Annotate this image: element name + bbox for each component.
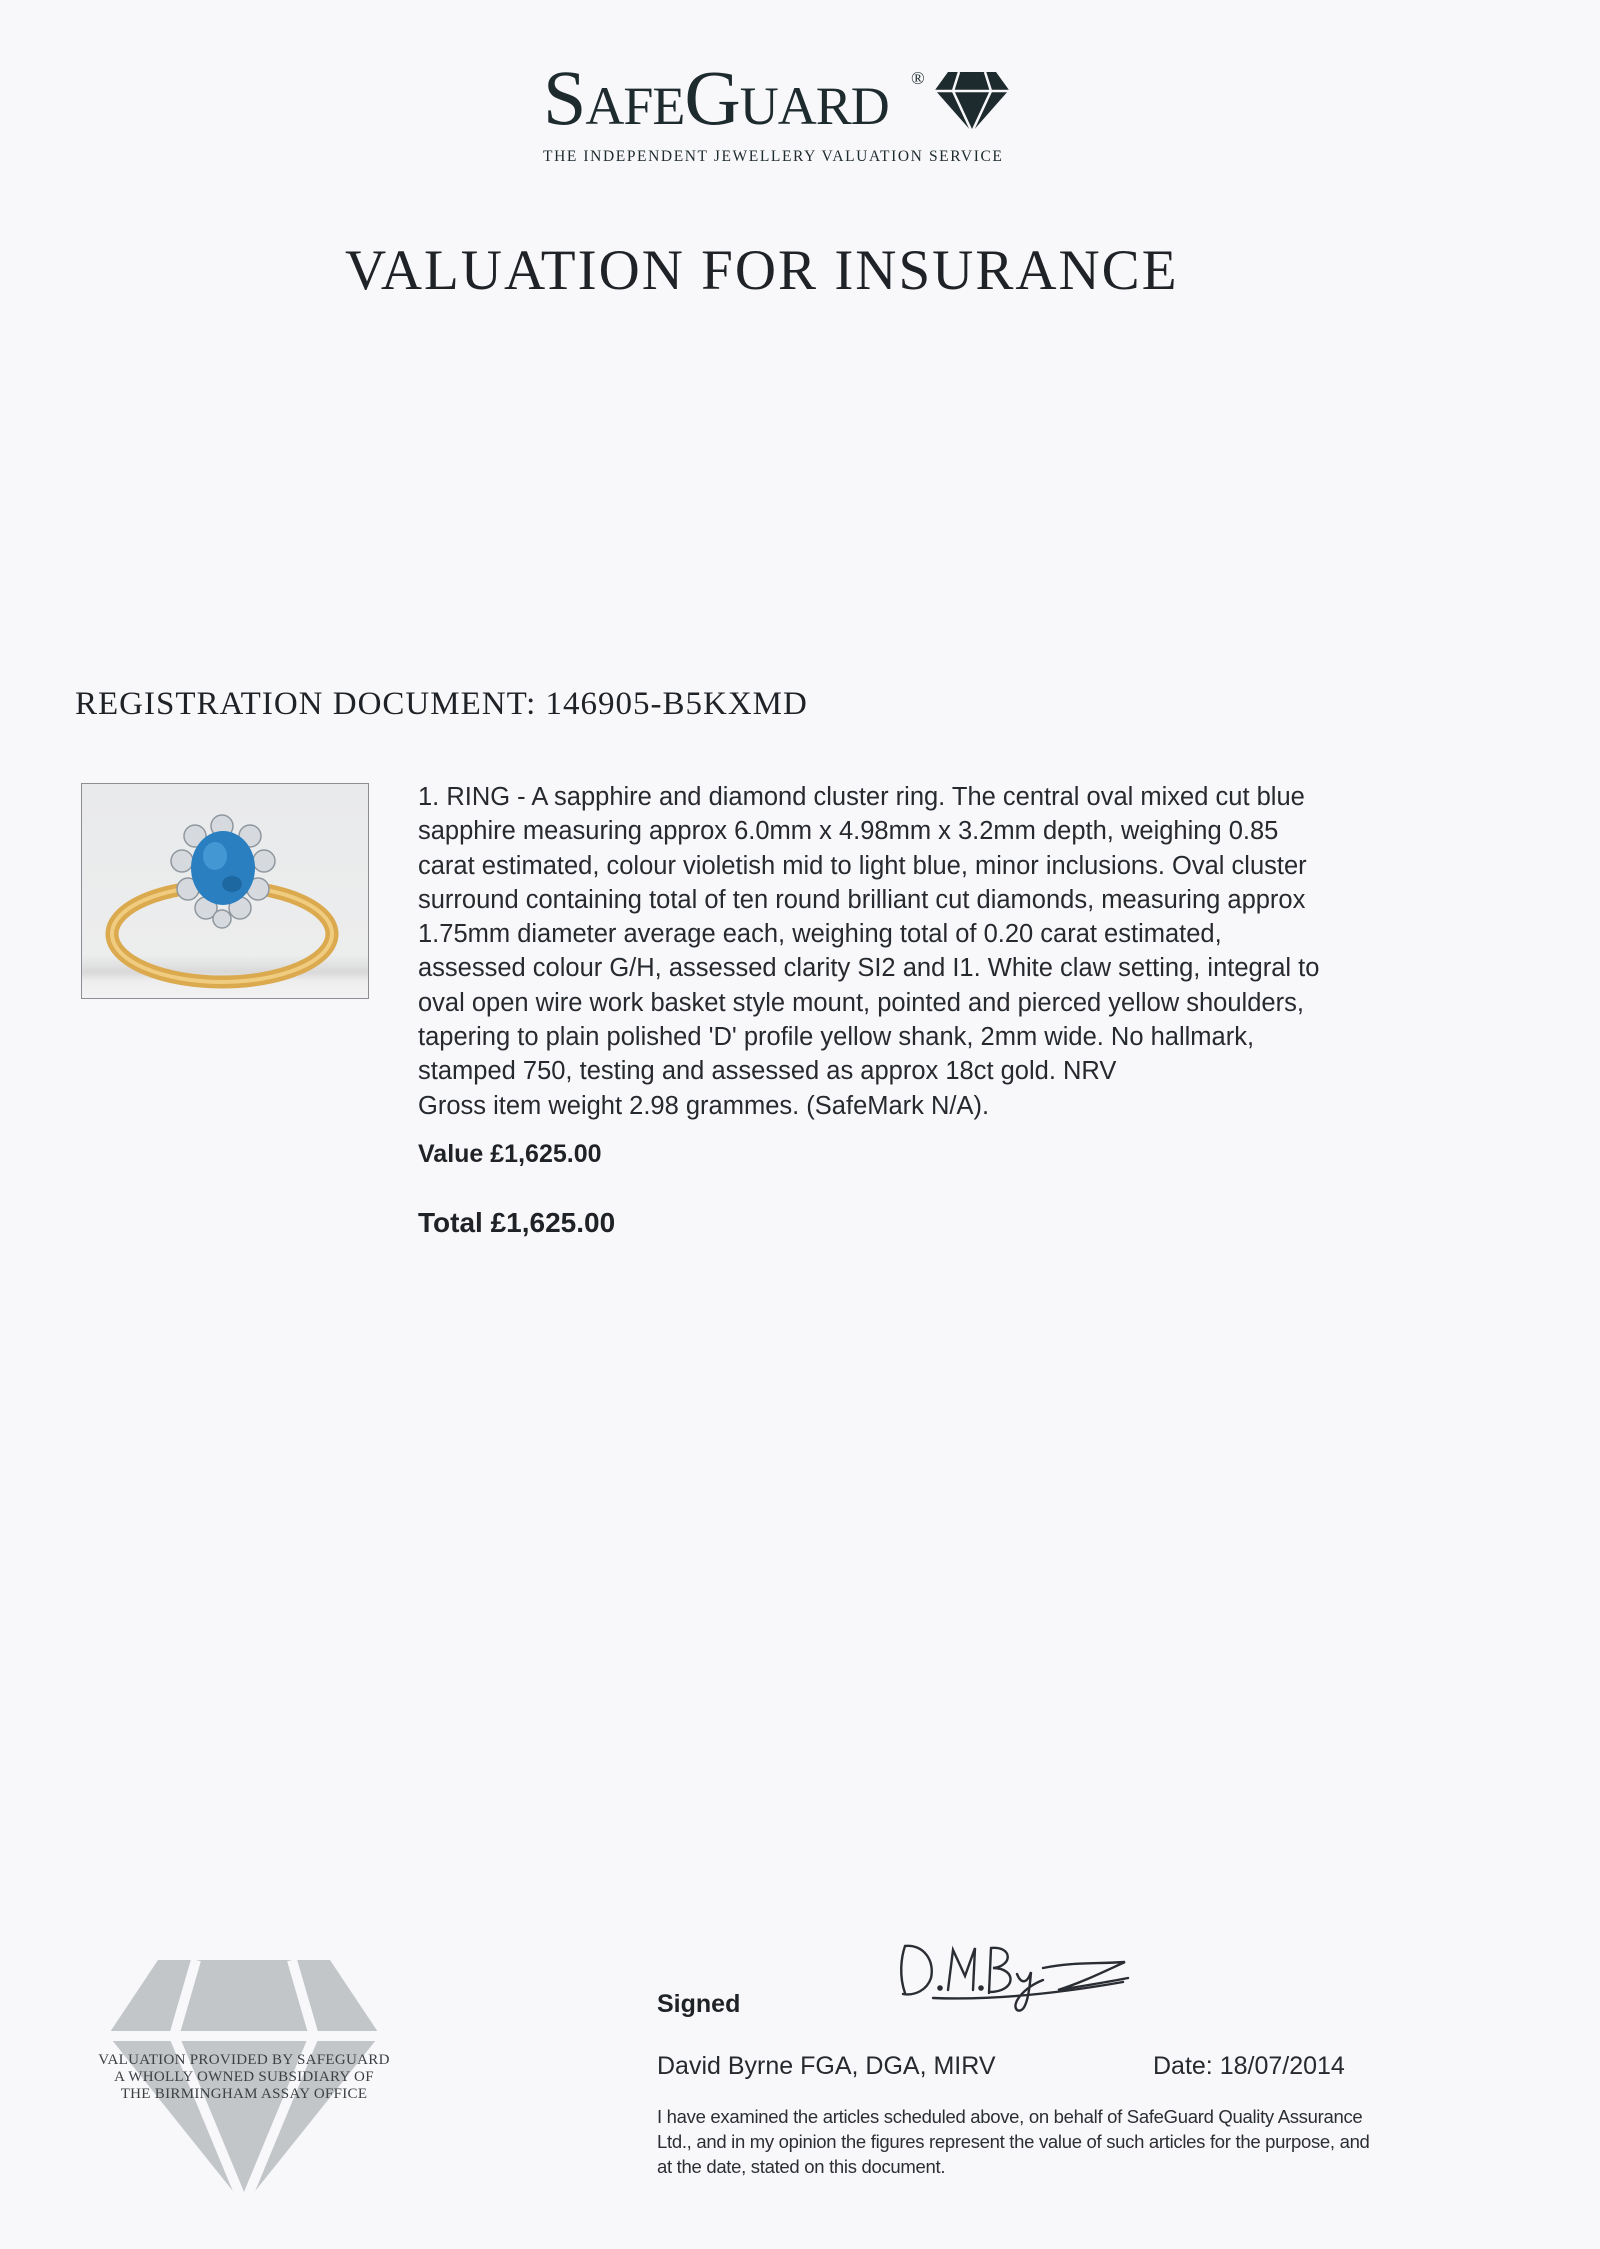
description-line: sapphire measuring approx 6.0mm x 4.98mm x 3.2mm depth, weighing 0.85 <box>418 817 1279 846</box>
brand-letter-g: G <box>684 54 740 141</box>
signature-date: Date: 18/07/2014 <box>1153 2052 1345 2080</box>
registration-label: REGISTRATION DOCUMENT: <box>75 686 537 722</box>
description-line: 1. RING - A sapphire and diamond cluster ring. The central oval mixed cut blue <box>418 783 1305 811</box>
brand-wordmark <box>543 54 889 146</box>
disclaimer-line: I have examined the articles scheduled above, on behalf of SafeGuard Quality Assurance <box>657 2106 1363 2127</box>
brand-text-afe: AFE <box>585 76 685 136</box>
brand-text-uard: UARD <box>739 76 889 136</box>
description-line: carat estimated, colour violetish mid to light blue, minor inclusions. Oval cluster <box>418 851 1307 880</box>
disclaimer-text <box>657 2104 1477 2179</box>
disclaimer-line: Ltd., and in my opinion the figures represent the value of such articles for the purpose, and <box>657 2131 1370 2152</box>
watermark-line: VALUATION PROVIDED BY SAFEGUARD <box>98 2052 390 2068</box>
item-photo <box>81 783 369 999</box>
registered-mark: ® <box>911 68 925 88</box>
description-line: 1.75mm diameter average each, weighing total of 0.20 carat estimated, <box>418 920 1222 949</box>
watermark-caption <box>98 2052 390 2103</box>
registration-document-line <box>75 686 808 723</box>
watermark-line: THE BIRMINGHAM ASSAY OFFICE <box>120 2086 368 2102</box>
description-line: stamped 750, testing and assessed as approx 18ct gold. NRV <box>418 1057 1117 1086</box>
item-description <box>418 780 1418 1123</box>
description-line: surround containing total of ten round brilliant cut diamonds, measuring approx <box>418 885 1306 914</box>
diamond-icon <box>935 72 1009 132</box>
brand-letter-s: S <box>543 54 586 141</box>
signed-label: Signed <box>657 1990 741 2018</box>
value-label: Value <box>418 1140 484 1168</box>
total-label: Total <box>418 1207 483 1238</box>
value-amount: £1,625.00 <box>490 1140 602 1168</box>
watermark-line: A WHOLLY OWNED SUBSIDIARY OF <box>114 2069 374 2085</box>
description-line: oval open wire work basket style mount, pointed and pierced yellow shoulders, <box>418 988 1304 1017</box>
signer-name: David Byrne FGA, DGA, MIRV <box>657 2052 996 2080</box>
item-value <box>418 1140 602 1169</box>
total-value <box>418 1207 615 1239</box>
brand-tagline: THE INDEPENDENT JEWELLERY VALUATION SERVICE <box>543 148 1004 165</box>
total-amount: £1,625.00 <box>490 1207 616 1238</box>
document-title: VALUATION FOR INSURANCE <box>345 239 1179 302</box>
description-line: tapering to plain polished 'D' profile yellow shank, 2mm wide. No hallmark, <box>418 1023 1255 1052</box>
registration-number: 146905-B5KXMD <box>545 686 808 722</box>
disclaimer-line: at the date, stated on this document. <box>657 2156 946 2177</box>
description-line: assessed colour G/H, assessed clarity SI2 and I1. White claw setting, integral to <box>418 954 1320 983</box>
description-line: Gross item weight 2.98 grammes. (SafeMark N/A). <box>418 1091 990 1120</box>
handwritten-signature <box>893 1938 1133 2018</box>
ring-image <box>82 784 368 998</box>
safeguard-logo <box>543 54 1013 170</box>
